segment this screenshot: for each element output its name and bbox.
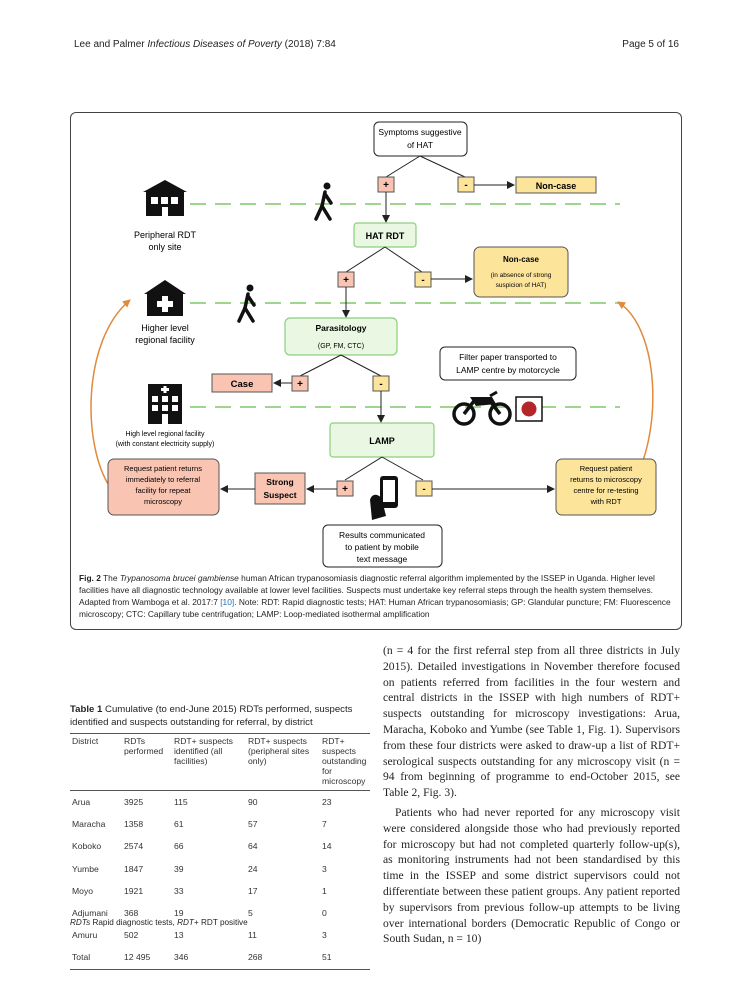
cell: Maracha (72, 819, 106, 830)
request-left-3: facility for repeat (135, 486, 191, 495)
cell: 61 (174, 819, 184, 830)
strong-suspect-line-2: Suspect (263, 490, 297, 500)
request-right-3: centre for re-testing (573, 486, 639, 495)
cell: 2574 (124, 841, 144, 852)
peripheral-house-icon (143, 180, 187, 216)
peripheral-label-1: Peripheral RDT (133, 230, 197, 240)
filter-paper-line-2: LAMP centre by motorcycle (456, 365, 560, 375)
table-label: Table 1 (70, 704, 103, 715)
symptoms-line-2: of HAT (407, 140, 433, 150)
results-line-2: to patient by mobile (345, 542, 419, 552)
connector (346, 247, 385, 272)
higher-label-2: regional facility (135, 335, 195, 345)
table-row (70, 813, 370, 835)
cell: Koboko (72, 841, 102, 852)
non-case-1: Non-case (535, 181, 577, 191)
cell: Amuru (72, 930, 98, 941)
paragraph-2: Patients who had never reported for any microscopy visit were considered alongside those who had previously reported for microscopy but had not completed quarterly follow-up(s), as monitoring instruments had not been standardised by this time in the ISSEP and some district supervisors could not differentiate between these patient groups. Any patient reported by supervisors from previous follow-up attempts to be living over international borders (Democratic Republic of Congo or South Sudan, n = 10) (383, 805, 680, 946)
cell: 5 (248, 908, 253, 919)
cell: 1358 (124, 819, 144, 830)
page-number: Page 5 of 16 (622, 39, 679, 50)
paragraph-1: (n = 4 for the first referral step from all three districts in July 2015). Detailed investigations in November therefore focused on patients referred from facilities in the four western and central districts in the ISSEP with high numbers of RDT+ suspects outstanding for microscopy investigations: Arua, Maracha, Koboko and Yumbe (see Table 1, Fig. 1). Supervisors from these four districts were asked to draw-up a list of RDT+ serological suspects outstanding for any microscopy visit (n = 94 from beginning of programme to end-October 2015, see Table 2, Fig. 3). (383, 644, 680, 800)
non-case-2-sub-1: (in absence of strong (490, 272, 552, 279)
connector (420, 156, 465, 177)
results-line-3: text message (356, 554, 408, 564)
body-text-column (383, 643, 680, 951)
cell: 1847 (124, 863, 144, 874)
table-row (70, 858, 370, 880)
request-right-1: Request patient (579, 464, 633, 473)
plus-2: + (343, 275, 349, 286)
filter-paper-line-1: Filter paper transported to (459, 352, 557, 362)
higher-label-1: Higher level (141, 323, 189, 333)
cell: 51 (320, 946, 370, 969)
plus-3: + (297, 379, 303, 390)
request-left-2: immediately to referral (125, 475, 201, 484)
symptoms-line-1: Symptoms suggestive (378, 127, 462, 137)
cell: 57 (248, 819, 258, 830)
connector (341, 355, 381, 376)
plus-4: + (342, 484, 348, 495)
cell: Total (70, 946, 122, 969)
cell: 13 (174, 930, 184, 941)
mobile-phone-icon (370, 476, 398, 520)
header-citation: (2018) 7:84 (281, 39, 336, 50)
cell: 346 (172, 946, 246, 969)
hat-rdt: HAT RDT (365, 231, 405, 241)
table-caption (70, 704, 370, 729)
col-suspects-peripheral: RDT+ suspects (peripheral sites only) (246, 734, 320, 791)
col-suspects-all: RDT+ suspects identified (all facilities) (172, 734, 246, 791)
cell: Moyo (72, 885, 94, 896)
col-rdts: RDTs performed (122, 734, 172, 791)
table-row-total (70, 946, 370, 969)
case-label: Case (230, 379, 254, 390)
cell: 39 (174, 863, 184, 874)
cell: 66 (174, 841, 184, 852)
cell: Adjumani (72, 908, 108, 919)
cell: 11 (248, 930, 257, 941)
cell: 33 (174, 885, 184, 896)
footnote-def-2: RDT positive (198, 918, 248, 927)
col-outstanding: RDT+ suspects outstanding for microscopy (320, 734, 370, 791)
health-house-icon (144, 280, 186, 316)
district-table (70, 733, 370, 970)
minus-1: - (464, 180, 468, 191)
cell: 268 (246, 946, 320, 969)
table-header-row (70, 734, 370, 791)
caption-pre: The (100, 573, 120, 583)
request-left-1: Request patient returns (124, 464, 202, 473)
cell: 24 (248, 863, 258, 874)
cell: 90 (248, 797, 258, 808)
request-left-4: microscopy (144, 497, 182, 506)
cell: 368 (124, 908, 139, 919)
cell: Arua (72, 797, 91, 808)
table-row (70, 835, 370, 857)
request-right-4: with RDT (590, 497, 622, 506)
cell: 7 (322, 819, 327, 830)
high-level-label-1: High level regional facility (125, 431, 205, 438)
cell: 3 (322, 863, 327, 874)
table-row (70, 924, 370, 946)
peripheral-label-2: only site (148, 242, 182, 252)
header-authors: Lee and Palmer (74, 39, 148, 50)
connector (345, 457, 382, 480)
cell: 3925 (124, 797, 144, 808)
table-row (70, 880, 370, 902)
cell: 14 (322, 841, 332, 852)
cell: 17 (248, 885, 258, 896)
filter-paper-icon (516, 397, 542, 421)
cell: 3 (322, 930, 327, 941)
cell: 0 (322, 908, 327, 919)
request-right-2: returns to microscopy (570, 475, 642, 484)
high-level-label-2: (with constant electricity supply) (115, 441, 215, 448)
cell: 502 (124, 930, 139, 941)
cell: Yumbe (72, 863, 99, 874)
caption-text: human African trypanosomiasis diagnostic referral algorithm implemented by the ISSEP in Uganda. Higher level facilities have all diagnostic technology available at lower level facilities. Suspects must undertake key referral steps through the health system themselves. Adapted from Wamboga et al. 2017:7 (79, 573, 655, 607)
table-footnote (70, 918, 248, 927)
cell: 19 (174, 908, 184, 919)
parasitology: Parasitology (315, 323, 367, 333)
header-journal: Infectious Diseases of Poverty (147, 39, 282, 50)
non-case-2: Non-case (502, 255, 540, 264)
cell: 1921 (124, 885, 144, 896)
connector (385, 247, 422, 272)
return-arrow-right (618, 302, 653, 485)
lamp-label: LAMP (369, 436, 395, 446)
figure-label: Fig. 2 (79, 573, 101, 583)
footnote-def-1: Rapid diagnostic tests, (90, 918, 178, 927)
hospital-building-icon (148, 384, 182, 424)
caption-species: Trypanosoma brucei gambiense (119, 573, 239, 583)
minus-3: - (379, 379, 383, 390)
connector (386, 156, 420, 177)
footnote-abbr-2: RDT+ (177, 918, 199, 927)
figure-caption (79, 572, 674, 620)
cell: 23 (322, 797, 332, 808)
results-line-1: Results communicated (339, 530, 425, 540)
footnote-abbr-1: RDTs (70, 918, 91, 927)
non-case-2-sub-2: suspicion of HAT) (495, 282, 547, 289)
minus-4: - (422, 484, 426, 495)
cell: 64 (248, 841, 258, 852)
connector (300, 355, 341, 376)
caption-reference-link[interactable]: [10] (220, 597, 235, 607)
table-row (70, 791, 370, 814)
cell: 115 (174, 797, 188, 808)
cell: 1 (322, 885, 327, 896)
strong-suspect-line-1: Strong (266, 477, 294, 487)
minus-2: - (421, 275, 425, 286)
parasitology-sub: (GP, FM, CTC) (317, 343, 365, 350)
plus-1: + (383, 180, 389, 191)
cell: 12 495 (122, 946, 172, 969)
col-district: District (70, 734, 122, 791)
table-caption-text: Cumulative (to end-June 2015) RDTs performed, suspects identified and suspects outstanding for referral, by district (70, 704, 353, 728)
caption-text-2: . Note: RDT: Rapid diagnostic tests; HAT: Human African trypanosomiasis; GP: Glandular puncture; FM: Fluorescence microscopy; CTC: Capillary tube centrifugation; LAMP: Loop-mediated isothermal amplification (79, 597, 671, 619)
walking-person-icon (316, 183, 331, 220)
